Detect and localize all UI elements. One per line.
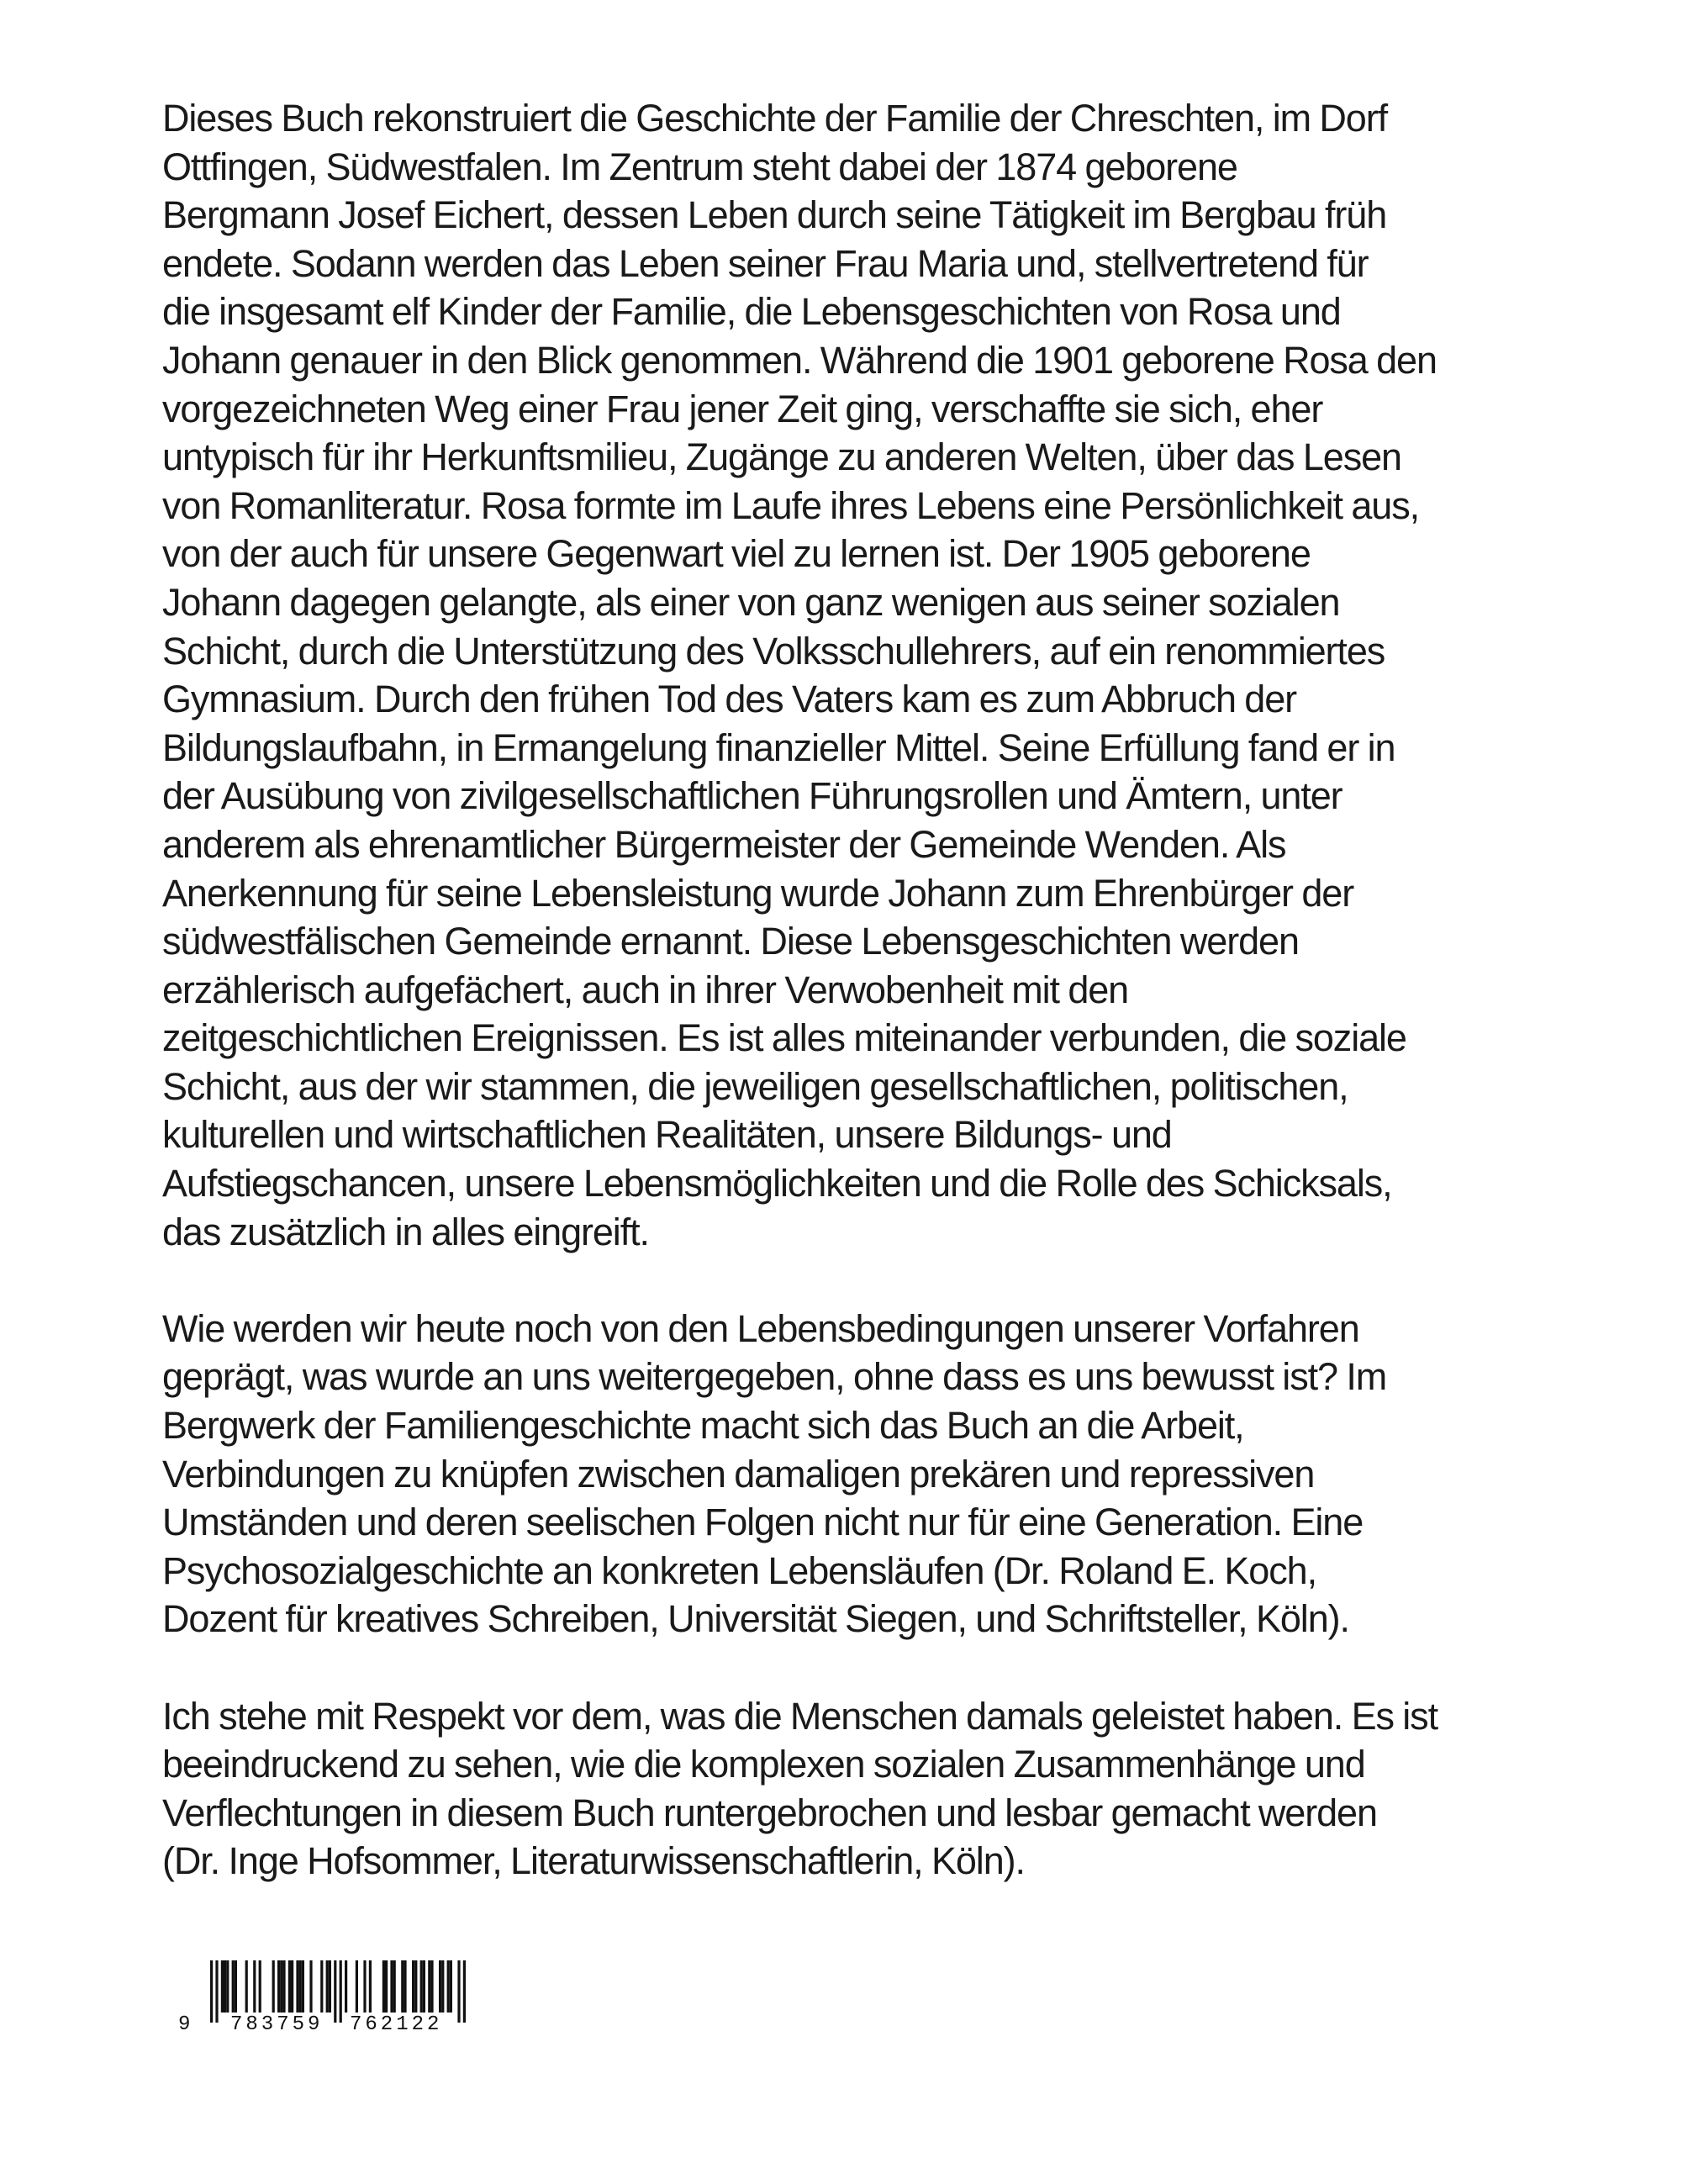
text-line: Ottfingen, Südwestfalen. Im Zentrum steht dabei der 1874 geborene <box>162 145 1237 188</box>
barcode-bar <box>309 1960 312 2013</box>
paragraph <box>162 94 1591 1256</box>
text-line: beeindruckend zu sehen, wie die komplexen sozialen Zusammenhänge und <box>162 1743 1365 1786</box>
barcode-bar <box>393 1960 396 2013</box>
paragraph <box>162 1305 1591 1643</box>
text-line: Schicht, durch die Unterstützung des Volksschullehrers, auf ein renommiertes <box>162 629 1385 673</box>
barcode-bar <box>235 1960 237 2013</box>
text-line: anderem als ehrenamtlicher Bürgermeister der Gemeinde Wenden. Als <box>162 822 1286 866</box>
barcode-bar <box>277 1960 280 2013</box>
barcode-bar <box>385 1960 388 2013</box>
barcode-bar <box>430 1960 433 2013</box>
text-line: Bergmann Josef Eichert, dessen Leben durch seine Tätigkeit im Bergbau früh <box>162 193 1387 237</box>
text-line: südwestfälischen Gemeinde ernannt. Diese Lebensgeschichten werden <box>162 920 1299 963</box>
barcode-bar <box>447 1960 450 2013</box>
barcode-bar <box>423 1960 425 2013</box>
barcode-right-digits: 762122 <box>350 2013 443 2033</box>
text-line: von der auch für unsere Gegenwart viel zu lernen ist. Der 1905 geborene <box>162 532 1311 576</box>
barcode-bar <box>439 1960 441 2013</box>
barcode-bar <box>345 1960 347 2013</box>
barcode-bar <box>369 1960 372 2013</box>
barcode-bar <box>272 1960 275 2013</box>
barcode-bar <box>224 1960 226 2013</box>
barcode-bar <box>428 1960 430 2013</box>
barcode-bar <box>232 1960 235 2013</box>
barcode-bar <box>390 1960 393 2013</box>
barcode-bar <box>414 1960 417 2013</box>
barcode-bar <box>299 1960 302 2013</box>
text-line: Dozent für kreatives Schreiben, Universität Siegen, und Schriftsteller, Köln). <box>162 1597 1349 1641</box>
barcode-bar <box>441 1960 444 2013</box>
barcode-bar <box>457 1960 460 2023</box>
barcode-bar <box>302 1960 304 2013</box>
paragraph <box>162 1692 1591 1886</box>
text-line: erzählerisch aufgefächert, auch in ihrer Verwobenheit mit den <box>162 968 1129 1011</box>
text-line: Aufstiegschancen, unsere Lebensmöglichkeiten und die Rolle des Schicksals, <box>162 1162 1392 1205</box>
text-line: Johann genauer in den Blick genommen. Während die 1901 geborene Rosa den <box>162 338 1437 382</box>
barcode-bar <box>412 1960 414 2013</box>
text-line: Ich stehe mit Respekt vor dem, was die Menschen damals geleistet haben. Es ist <box>162 1694 1437 1738</box>
barcode-bar <box>291 1960 293 2013</box>
isbn-barcode <box>177 1957 479 2033</box>
barcode-bar <box>288 1960 291 2013</box>
text-line: von Romanliteratur. Rosa formte im Laufe ihres Lebens eine Persönlichkeit aus, <box>162 483 1420 527</box>
barcode-bar <box>329 1960 331 2013</box>
barcode-bar <box>420 1960 423 2013</box>
barcode-bar <box>210 1960 213 2023</box>
barcode-bar <box>363 1960 366 2013</box>
barcode-bar <box>221 1960 224 2013</box>
text-line: Dieses Buch rekonstruiert die Geschichte der Familie der Chreschten, im Dorf <box>162 97 1388 140</box>
barcode-bar <box>463 1960 466 2023</box>
barcode-bar <box>259 1960 261 2013</box>
text-line: Verbindungen zu knüpfen zwischen damaligen prekären und repressiven <box>162 1452 1315 1496</box>
barcode-bar <box>401 1960 404 2013</box>
barcode-bar <box>450 1960 452 2013</box>
barcode-left-digits: 783759 <box>230 2013 324 2033</box>
barcode-bar <box>356 1960 358 2013</box>
text-line: Bildungslaufbahn, in Ermangelung finanzieller Mittel. Seine Erfüllung fand er in <box>162 725 1395 769</box>
text-line: zeitgeschichtlichen Ereignissen. Es ist alles miteinander verbunden, die soziale <box>162 1016 1406 1060</box>
text-line: Wie werden wir heute noch von den Lebensbedingungen unserer Vorfahren <box>162 1306 1359 1350</box>
text-line: Bergwerk der Familiengeschichte macht sich das Buch an die Arbeit, <box>162 1404 1244 1448</box>
barcode-bar <box>320 1960 323 2013</box>
text-line: der Ausübung von zivilgesellschaftlichen Führungsrollen und Ämtern, unter <box>162 774 1342 818</box>
text-line: die insgesamt elf Kinder der Familie, die Lebensgeschichten von Rosa und <box>162 290 1341 334</box>
blurb-text <box>162 94 1591 1934</box>
text-line: vorgezeichneten Weg einer Frau jener Zeit ging, verschaffte sie sich, eher <box>162 387 1323 430</box>
barcode-bar <box>280 1960 282 2013</box>
text-line: Verflechtungen in diesem Buch runtergebrochen und lesbar gemacht werden <box>162 1791 1377 1834</box>
text-line: Psychosozialgeschichte an konkreten Lebensläufen (Dr. Roland E. Koch, <box>162 1548 1316 1592</box>
barcode-bar <box>404 1960 406 2013</box>
text-line: Schicht, aus der wir stammen, die jeweiligen gesellschaftlichen, politischen, <box>162 1064 1348 1108</box>
barcode-bar <box>382 1960 385 2013</box>
text-line: Johann dagegen gelangte, als einer von ganz wenigen aus seiner sozialen <box>162 580 1340 624</box>
text-line: geprägt, was wurde an uns weitergegeben, ohne dass es uns bewusst ist? Im <box>162 1355 1387 1399</box>
text-line: endete. Sodann werden das Leben seiner Frau Maria und, stellvertretend für <box>162 241 1369 285</box>
barcode-bar <box>326 1960 329 2013</box>
text-line: das zusätzlich in alles eingreift. <box>162 1210 649 1253</box>
barcode-bar <box>340 1960 342 2023</box>
barcode-bar <box>253 1960 256 2013</box>
barcode-bar <box>245 1960 248 2013</box>
barcode-bar <box>226 1960 229 2013</box>
text-line: untypisch für ihr Herkunftsmilieu, Zugänge zu anderen Welten, über das Lesen <box>162 435 1401 479</box>
barcode-bar <box>334 1960 336 2023</box>
text-line: Gymnasium. Durch den frühen Tod des Vaters kam es zum Abbruch der <box>162 678 1297 721</box>
text-line: (Dr. Inge Hofsommer, Literaturwissenschaftlerin, Köln). <box>162 1839 1025 1883</box>
barcode-bar <box>282 1960 285 2013</box>
text-line: kulturellen und wirtschaftlichen Realitäten, unsere Bildungs- und <box>162 1113 1172 1157</box>
text-line: Umständen und deren seelischen Folgen nicht nur für eine Generation. Eine <box>162 1501 1364 1544</box>
barcode-first-digit: 9 <box>178 2013 191 2033</box>
barcode-bar <box>215 1960 218 2023</box>
barcode-bar <box>296 1960 298 2013</box>
text-line: Anerkennung für seine Lebensleistung wurde Johann zum Ehrenbürger der <box>162 871 1354 915</box>
